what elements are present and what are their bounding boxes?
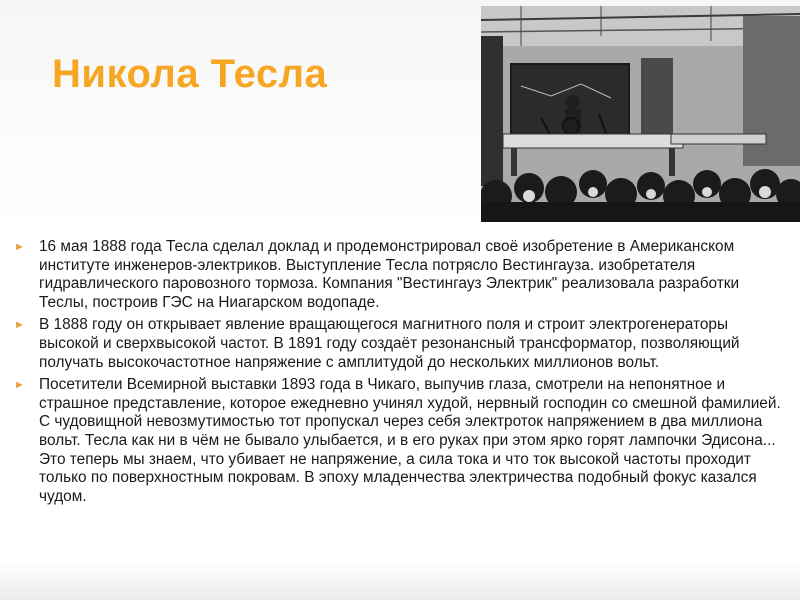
- lecture-engraving-image: [481, 6, 800, 222]
- tesla-lecture-photo: [481, 6, 800, 222]
- slide-title: Никола Тесла: [52, 52, 328, 96]
- slide-footer-background: [0, 560, 800, 600]
- bullet-text: В 1888 году он открывает явление вращающегося магнитного поля и строит электрогенераторы высокой и сверхвысокой частот. В 1891 году создаёт резонансный трансформатор, позволяющий получать высокочастотное напряжение с амплитудой до нескольких миллионов вольт.: [39, 316, 740, 371]
- bullet-text: 16 мая 1888 года Тесла сделал доклад и продемонстрировал своё изобретение в Американском институте инженеров-электриков. Выступление Тесла потрясло Вестингауза. изобретателя гидравлического паровозного тормоза. Компания "Вестингауз Электрик" реализовала разработки Теслы, построив ГЭС на Ниагарском водопаде.: [39, 238, 740, 311]
- triangle-right-icon: ►: [14, 379, 25, 392]
- triangle-right-icon: ►: [14, 241, 25, 253]
- bullet-text: Посетители Всемирной выставки 1893 года в Чикаго, выпучив глаза, смотрели на непонятное и страшное представление, которое ежедневно учинял худой, нервный господин со смешной фамилией. С чудовищной невозмутимостью тот пропускал через себя электроток напряжением в два миллиона вольт. Тесла как ни в чём не бывало улыбается, и в его руках при этом ярко горят лампочки Эдисона... Это теперь мы знаем, что убивает не напряжение, а сила тока и что ток высокой частоты проходит только по поверхностным покровам. В эпоху младенчества электричества подобный фокус казался чудом.: [39, 376, 781, 505]
- bullet-item: [12, 376, 792, 506]
- bullet-item: [12, 238, 792, 312]
- triangle-right-icon: ►: [14, 319, 25, 332]
- bullet-item: [12, 316, 792, 372]
- bullet-list: [12, 238, 792, 510]
